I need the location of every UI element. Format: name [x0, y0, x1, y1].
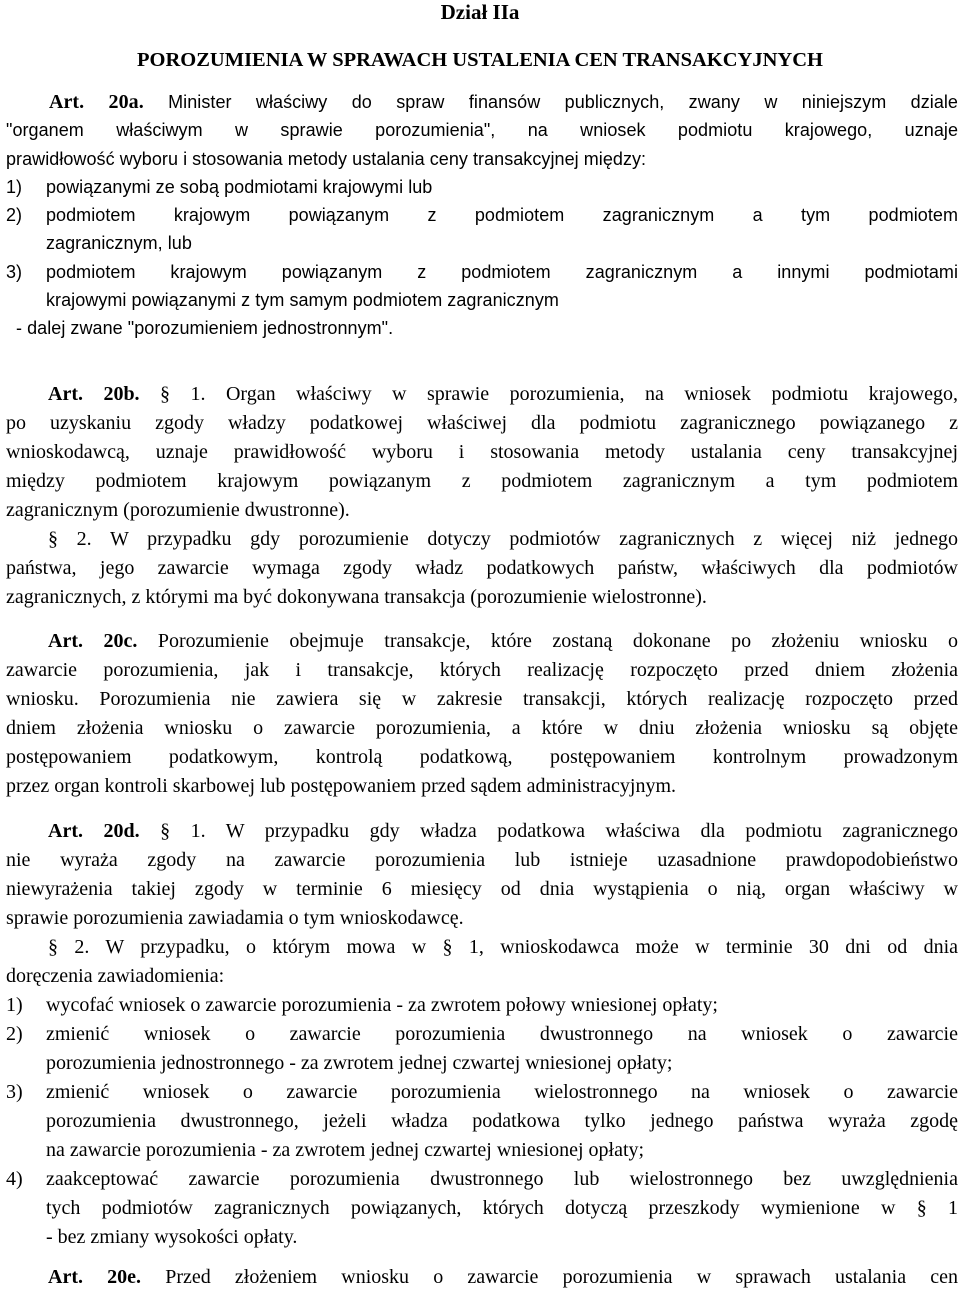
list-item-text: zaakceptować zawarcie porozumienia dwustronnego lub wielostronnego bez uwzględnienia [46, 1168, 958, 1190]
list-item-text: porozumienia dwustronnego, jeżeli władza podatkowa tylko jednego państwa wyraża zgodę [46, 1110, 958, 1132]
article-20c-line: dniem złożenia wniosku o zawarcie porozumienia, a które w dniu złożenia wniosku są objęte [6, 717, 958, 739]
article-20b-line: § 2. W przypadku gdy porozumienie dotyczy podmiotów zagranicznych z więcej niż jednego [48, 528, 958, 550]
article-20c-line: Art. 20c. Porozumienie obejmuje transakcje, które zostaną dokonane po złożeniu wniosku o [48, 630, 958, 652]
list-item-text: zmienić wniosek o zawarcie porozumienia dwustronnego na wniosek o zawarcie [46, 1023, 958, 1045]
list-item [6, 1165, 958, 1252]
list-item-number: 1) [6, 994, 23, 1016]
article-20c-line: postępowaniem podatkowym, kontrolą podatkową, postępowaniem kontrolnym prowadzonym [6, 746, 958, 768]
article-label: Art. 20a. [49, 91, 144, 113]
article-20d-line: nie wyraża zgody na zawarcie porozumienia lub istnieje uzasadnione prawdopodobieństwo [6, 849, 958, 871]
list-item-text: tych podmiotów zagranicznych powiązanych, których dotyczą przeszkody wymienione w § 1 [46, 1197, 958, 1219]
article-20b-line: zagranicznych, z którymi ma być dokonywana transakcja (porozumienie wielostronne). [6, 586, 707, 608]
list-item-text: krajowymi powiązanymi z tym samym podmiotem zagranicznym [46, 290, 559, 311]
list-item-number: 3) [6, 261, 23, 282]
list-item-text: zmienić wniosek o zawarcie porozumienia wielostronnego na wniosek o zawarcie [46, 1081, 958, 1103]
article-20a [6, 88, 958, 343]
division-heading: Dział IIa [440, 0, 520, 24]
list-item-number: 2) [6, 1023, 23, 1045]
article-20a-line-2: "organem właściwym w sprawie porozumienia", na wniosek podmiotu krajowego, uznaje [6, 120, 958, 141]
list-item [6, 1078, 958, 1165]
article-20d-line: Art. 20d. § 1. W przypadku gdy władza podatkowa właściwa dla podmiotu zagranicznego [48, 820, 958, 842]
division-title: POROZUMIENIA W SPRAWACH USTALENIA CEN TRANSAKCYJNYCH [137, 49, 823, 71]
article-20e [6, 1263, 958, 1292]
article-20a-line-3: prawidłowość wyboru i stosowania metody ustalania ceny transakcyjnej między: [6, 148, 647, 169]
list-item [6, 258, 958, 315]
article-label: Art. 20b. [48, 383, 140, 405]
article-20e-line: Art. 20e. Przed złożeniem wniosku o zawarcie porozumienia w sprawach ustalania cen [48, 1266, 958, 1288]
article-20d-line: § 2. W przypadku, o którym mowa w § 1, wnioskodawca może w terminie 30 dni od dnia [48, 936, 958, 958]
article-20b-line: między podmiotem krajowym powiązanym z podmiotem zagranicznym a tym podmiotem [6, 470, 958, 492]
article-20c-line: przez organ kontroli skarbowej lub postępowaniem przed sądem administracyjnym. [6, 775, 676, 797]
article-label: Art. 20d. [48, 820, 140, 842]
list-item [6, 173, 958, 201]
article-20c-line: zawarcie porozumienia, jak i transakcje, których realizację rozpoczęto przed dniem złożenia [6, 659, 958, 681]
list-item-text: wycofać wniosek o zawarcie porozumienia - za zwrotem połowy wniesionej opłaty; [46, 994, 718, 1016]
list-item-number: 4) [6, 1168, 23, 1190]
article-20b [6, 380, 958, 612]
list-item-number: 1) [6, 176, 23, 197]
article-20a-line-1: Art. 20a. Minister właściwy do spraw finansów publicznych, zwany w niniejszym dziale [49, 91, 958, 113]
list-item-text: porozumienia jednostronnego - za zwrotem jednej czwartej wniesionej opłaty; [46, 1052, 673, 1074]
list-item [6, 991, 958, 1020]
article-label: Art. 20e. [48, 1266, 142, 1288]
article-20d-line: niewyrażenia takiej zgody w terminie 6 miesięcy od dnia wystąpienia o nią, organ właściwy w [6, 878, 958, 900]
article-20b-line: wnioskodawcą, uznaje prawidłowość wyboru i stosowania metody ustalania ceny transakcyjnej [6, 441, 958, 463]
article-20d-line: sprawie porozumienia zawiadamia o tym wnioskodawcę. [6, 907, 464, 929]
article-20b-line: państwa, jego zawarcie wymaga zgody władz podatkowych państw, właściwych dla podmiotów [6, 557, 958, 579]
paragraph-number: § 2. [48, 528, 92, 550]
list-item [6, 1020, 958, 1078]
paragraph-number: § 1. [160, 383, 206, 405]
list-item-text: podmiotem krajowym powiązanym z podmiotem zagranicznym a innymi podmiotami [46, 261, 958, 282]
list-item-text: na zawarcie porozumienia - za zwrotem jednej czwartej wniesionej opłaty; [46, 1139, 645, 1161]
article-20d-line: doręczenia zawiadomienia: [6, 965, 225, 987]
list-item-text: zagranicznym, lub [46, 233, 192, 254]
list-item-number: 3) [6, 1081, 23, 1103]
article-20a-closing: - dalej zwane "porozumieniem jednostronnym". [16, 318, 394, 339]
article-20c [6, 627, 958, 801]
paragraph-number: § 2. [48, 936, 90, 958]
article-label: Art. 20c. [48, 630, 138, 652]
list-item [6, 201, 958, 258]
article-20b-line: po uzyskaniu zgody władzy podatkowej właściwej dla podmiotu zagranicznego powiązanego z [6, 412, 958, 434]
list-item-number: 2) [6, 205, 23, 226]
article-20c-line: wniosku. Porozumienia nie zawiera się w zakresie transakcji, których realizację rozpoczęto przed [6, 688, 958, 710]
list-item-text: podmiotem krajowym powiązanym z podmiotem zagranicznym a tym podmiotem [46, 205, 958, 226]
list-item-text: - bez zmiany wysokości opłaty. [46, 1226, 298, 1248]
paragraph-number: § 1. [160, 820, 206, 842]
article-20d [6, 817, 958, 1252]
article-20b-line: zagranicznym (porozumienie dwustronne). [6, 499, 350, 521]
list-item-text: powiązanymi ze sobą podmiotami krajowymi lub [46, 176, 433, 197]
article-20b-line: Art. 20b. § 1. Organ właściwy w sprawie porozumienia, na wniosek podmiotu krajowego, [48, 383, 958, 405]
